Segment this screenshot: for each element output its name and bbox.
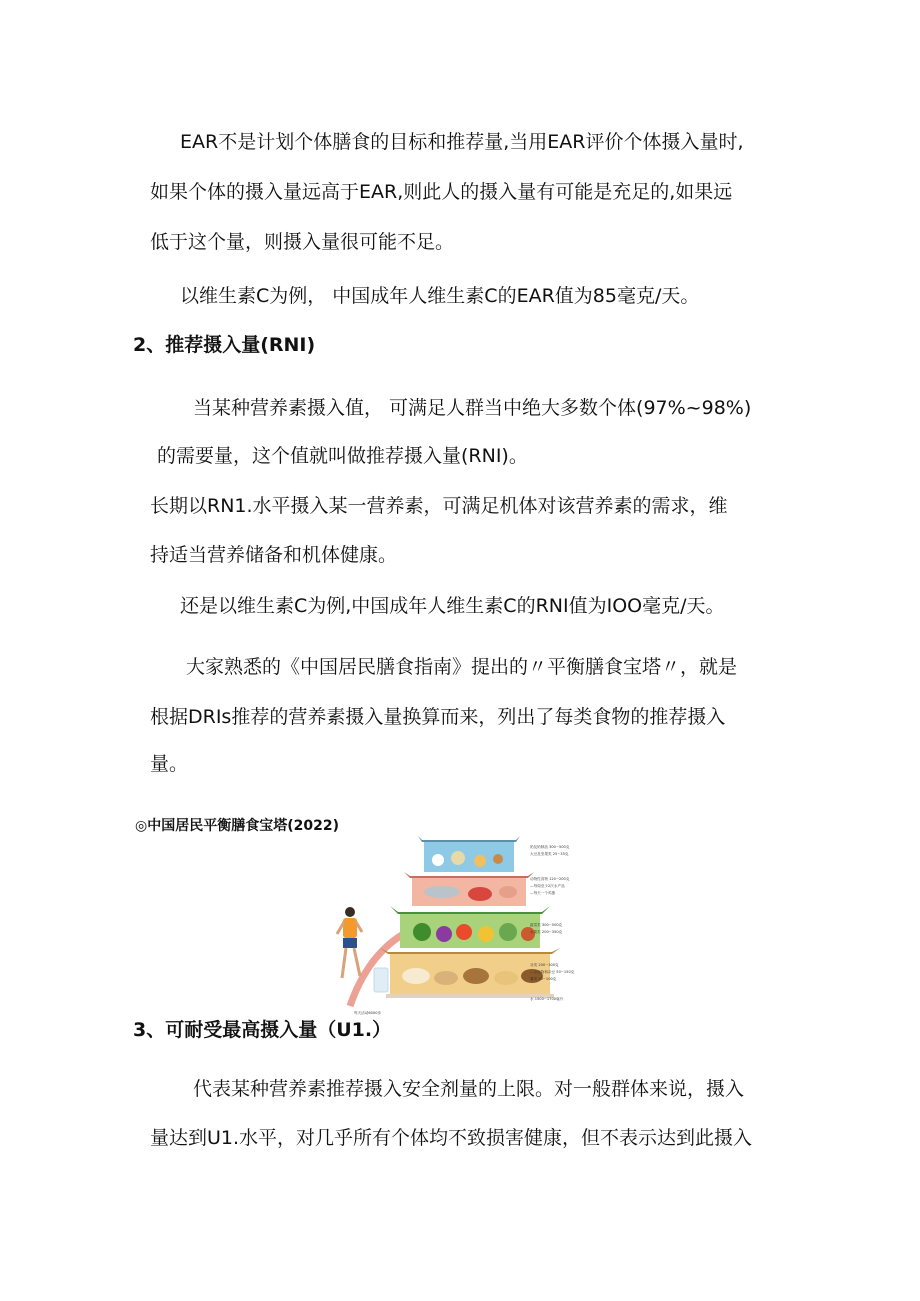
paragraph-rni-line-1: 当某种营养素摄入值， 可满足人群当中绝大多数个体(97%~98%) — [193, 397, 752, 419]
pagoda-level-5 — [418, 836, 520, 872]
section-heading-ul: 3、可耐受最高摄入量（U1.） — [133, 1019, 392, 1041]
section-heading-rni: 2、推荐摄入量(RNI) — [133, 334, 316, 356]
paragraph-pagoda-line-2: 根据DRIs推荐的营养素摄入量换算而来，列出了每类食物的推荐摄入 — [150, 706, 726, 728]
label-level-3-veg: 蔬菜类 300~500克 — [530, 923, 563, 927]
paragraph-rni-long-term-line-1: 长期以RN1.水平摄入某一营养素，可满足机体对该营养素的需求，维 — [150, 495, 728, 517]
figure-caption: ◎中国居民平衡膳食宝塔(2022) — [135, 818, 339, 834]
paragraph-rni-example: 还是以维生素C为例,中国成年人维生素C的RNI值为IOO毫克/天。 — [180, 595, 725, 617]
paragraph-pagoda-line-3: 量。 — [150, 753, 189, 775]
label-level-3-fruit: 水果类 200~350克 — [530, 930, 563, 934]
runner-illustration — [337, 907, 362, 978]
paragraph-ul-line-1: 代表某种营养素推荐摄入安全剂量的上限。对一般群体来说，摄入 — [193, 1078, 745, 1100]
pagoda-level-3 — [390, 906, 550, 948]
label-level-2-grain: 谷类 200~300克 — [530, 963, 559, 967]
paragraph-pagoda-line-1: 大家熟悉的《中国居民膳食指南》提出的〃平衡膳食宝塔〃，就是 — [186, 656, 738, 678]
paragraph-ear-line-2: 如果个体的摄入量远高于EAR,则此人的摄入量有可能是充足的,如果远 — [150, 181, 733, 203]
label-level-2-wholegrain: —全谷物和杂豆 50~150克 — [530, 970, 575, 974]
paragraph-rni-line-2: 的需要量，这个值就叫做推荐摄入量(RNI)。 — [157, 445, 528, 467]
label-level-5-dairy: 奶及奶制品 300~500克 — [530, 845, 570, 849]
paragraph-ear-example: 以维生素C为例， 中国成年人维生素C的EAR值为85毫克/天。 — [180, 285, 700, 307]
label-level-2-tuber: 薯类 50~100克 — [530, 977, 557, 981]
label-level-1-water: 水 1500~1700毫升 — [530, 997, 564, 1001]
label-level-4-fish: —每周至少2次水产品 — [530, 884, 565, 888]
label-level-4-egg: —每天一个鸡蛋 — [530, 891, 556, 895]
label-level-4-animal: 动物性食物 120~200克 — [530, 877, 570, 881]
label-level-5-soy: 大豆及坚果类 25~35克 — [530, 852, 569, 856]
food-pagoda-figure — [330, 828, 592, 1016]
pagoda-level-4 — [404, 872, 534, 906]
paragraph-ear-line-1: EAR不是计划个体膳食的目标和推荐量,当用EAR评价个体摄入量时, — [180, 131, 744, 153]
paragraph-ear-line-3: 低于这个量，则摄入量很可能不足。 — [150, 231, 455, 253]
runner-caption: 每天活动6000步 — [354, 1011, 382, 1015]
paragraph-ul-line-2: 量达到U1.水平，对几乎所有个体均不致损害健康，但不表示达到此摄入 — [150, 1127, 753, 1149]
paragraph-rni-long-term-line-2: 持适当营养储备和机体健康。 — [150, 544, 398, 566]
